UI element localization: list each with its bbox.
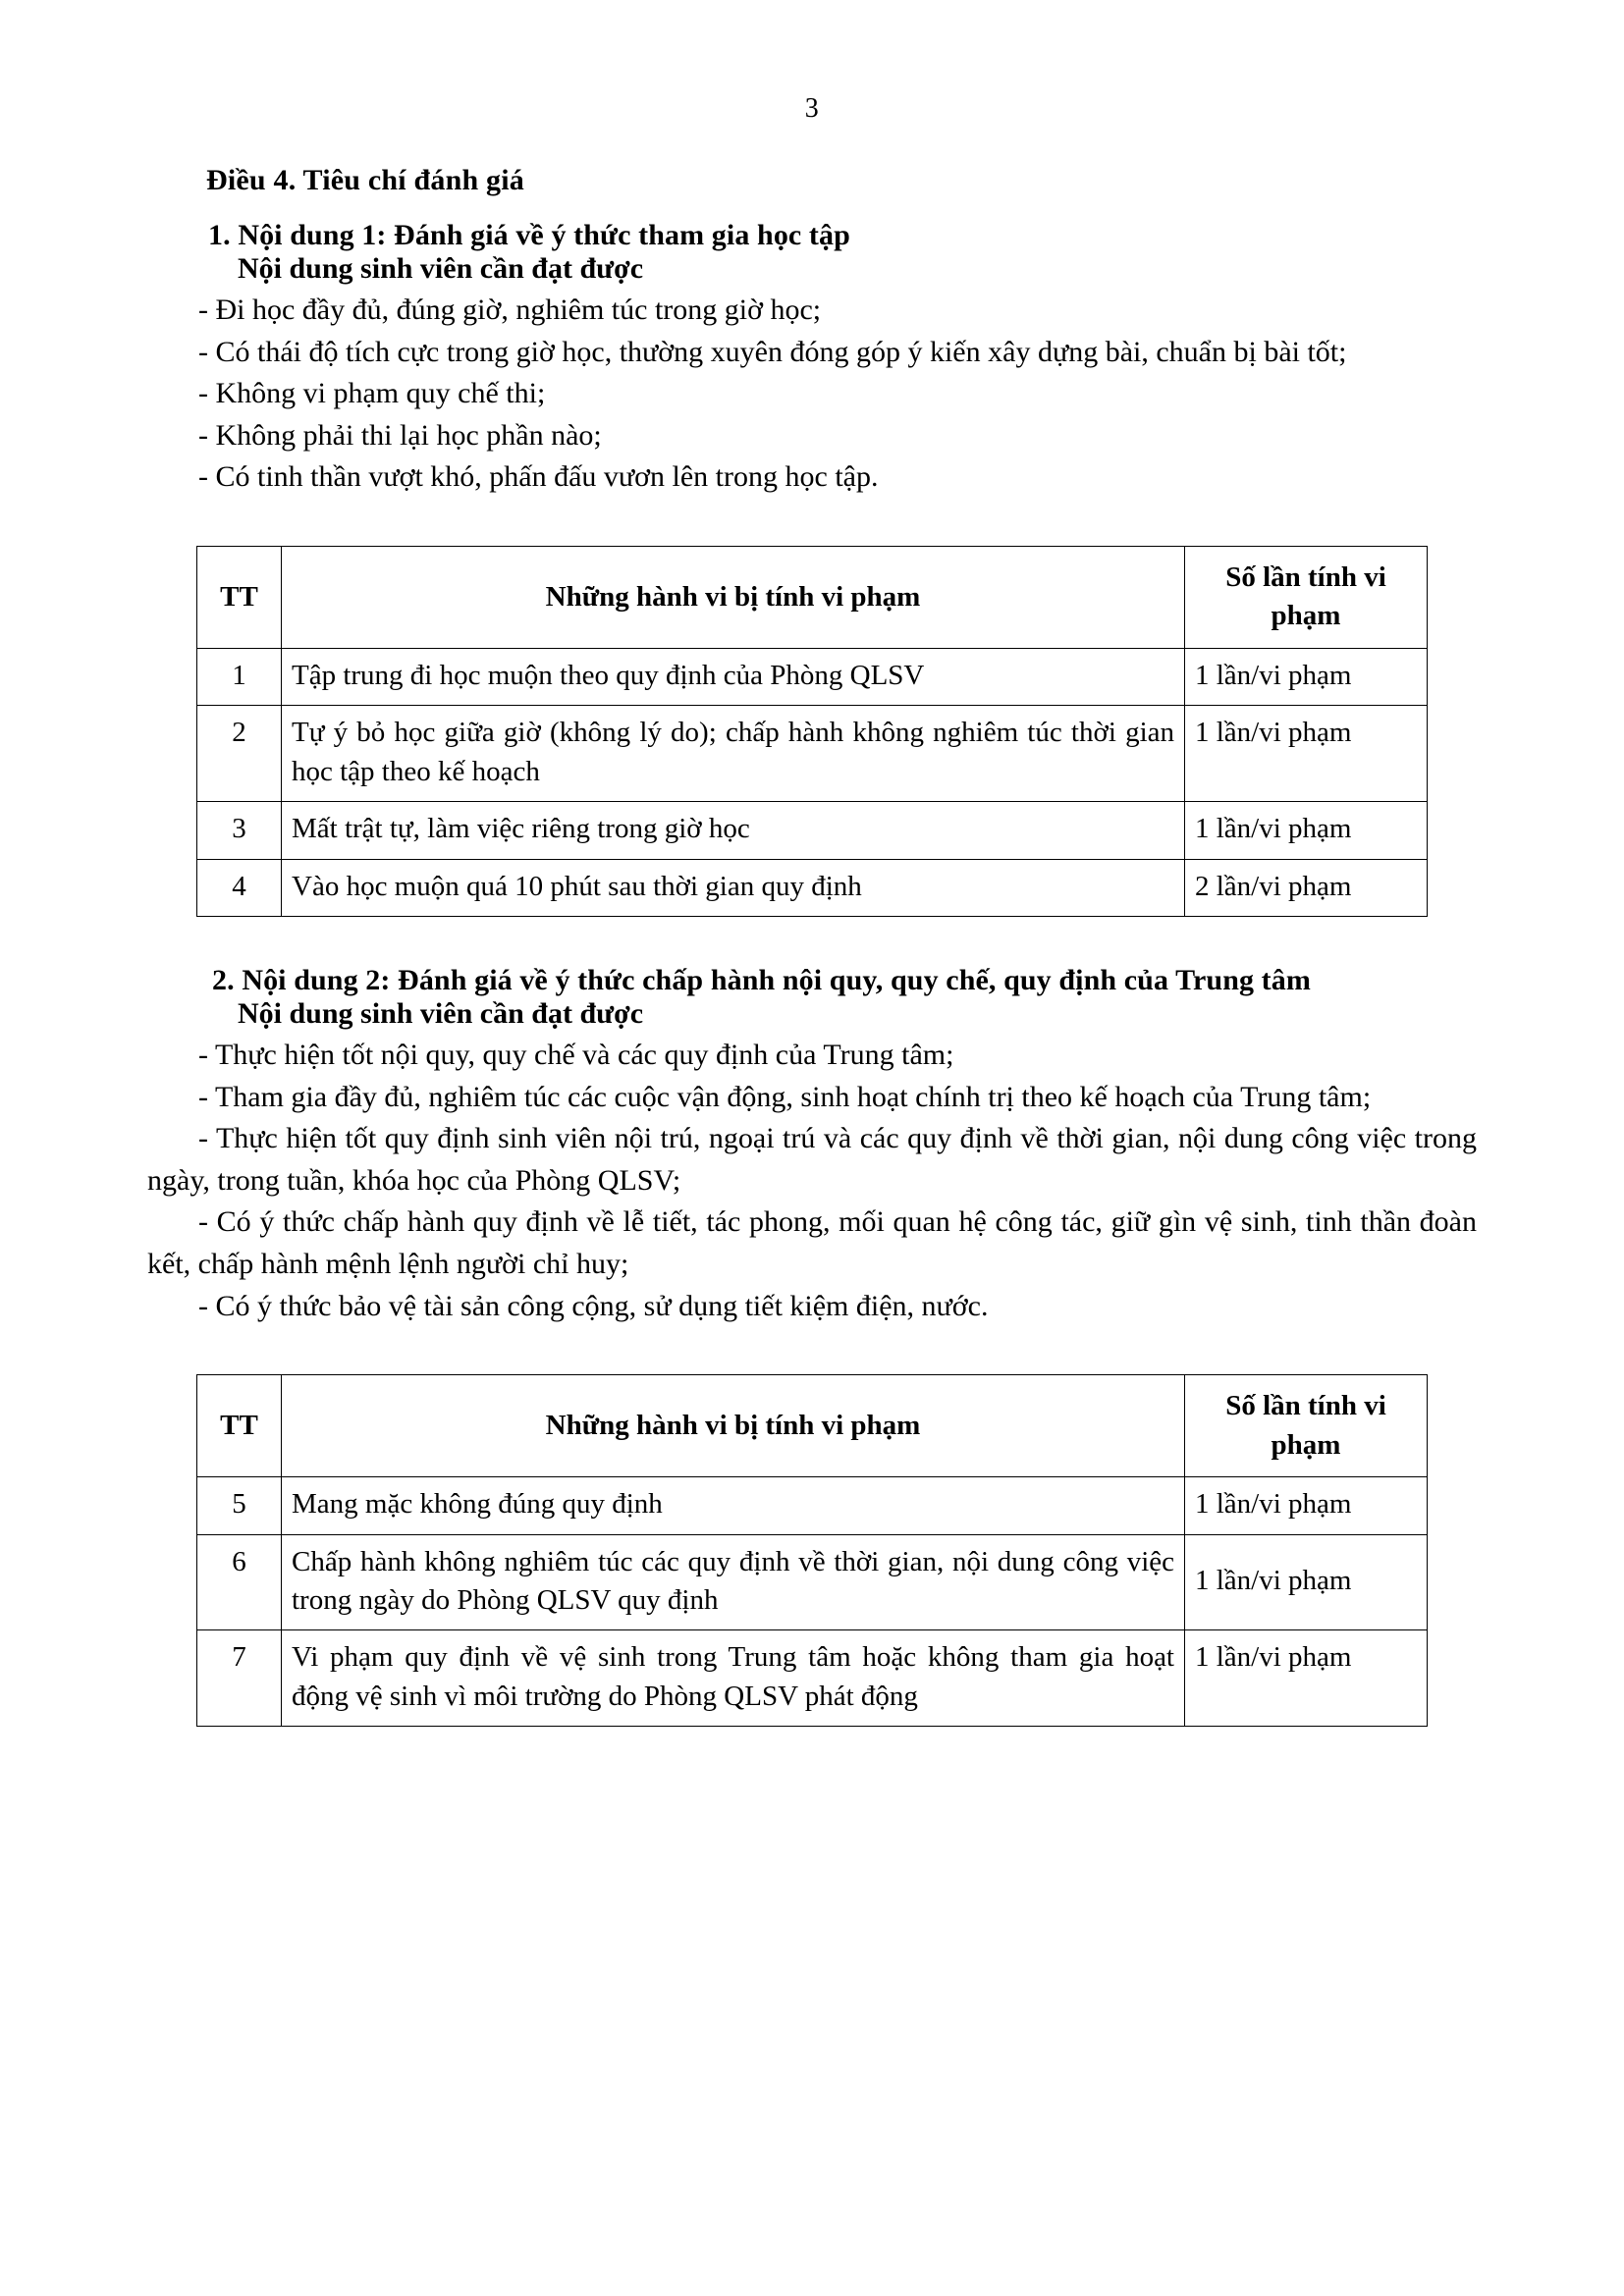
table-1-row-4-count: 2 lần/vi phạm	[1185, 859, 1428, 916]
table-2-header-count: Số lần tính vi phạm	[1185, 1375, 1428, 1477]
section-2-number: 2.	[212, 964, 243, 997]
table-1-row-2-count: 1 lần/vi phạm	[1185, 706, 1428, 802]
table-1-row-4-tt: 4	[197, 859, 282, 916]
section-2-heading	[147, 964, 1477, 997]
table-1-header-action: Những hành vi bị tính vi phạm	[282, 546, 1185, 648]
section-2-title: Nội dung 2: Đánh giá về ý thức chấp hành nội quy, quy chế, quy định của Trung tâm	[242, 964, 1311, 997]
table-row	[197, 1534, 1428, 1630]
table-2-row-1-action: Mang mặc không đúng quy định	[282, 1477, 1185, 1534]
section-1-bullet-3: - Không vi phạm quy chế thi;	[198, 377, 546, 410]
table-2-row-2-tt: 6	[197, 1534, 282, 1630]
section-1-bullet-4: - Không phải thi lại học phần nào;	[198, 418, 602, 452]
table-1-row-3-tt: 3	[197, 802, 282, 859]
page-number: 3	[804, 93, 820, 124]
table-row	[197, 1477, 1428, 1534]
table-2-row-2-count: 1 lần/vi phạm	[1185, 1534, 1428, 1630]
table-2-row-2-action: Chấp hành không nghiêm túc các quy định về thời gian, nội dung công việc trong ngày do Phòng QLSV quy định	[282, 1534, 1185, 1630]
table-2-row-1-count: 1 lần/vi phạm	[1185, 1477, 1428, 1534]
table-2-header-tt: TT	[197, 1375, 282, 1477]
table-row	[197, 859, 1428, 916]
table-1-row-1-count: 1 lần/vi phạm	[1185, 648, 1428, 705]
section-1-heading	[147, 219, 1477, 252]
table-2-row-3-action: Vi phạm quy định về vệ sinh trong Trung tâm hoặc không tham gia hoạt động vệ sinh vì môi trường do Phòng QLSV phát động	[282, 1630, 1185, 1727]
violations-table-1	[196, 546, 1428, 917]
section-1-number: 1.	[208, 219, 239, 251]
section-2-subheading: Nội dung sinh viên cần đạt được	[238, 997, 644, 1031]
section-2-bullet-1: - Thực hiện tốt nội quy, quy chế và các quy định của Trung tâm;	[198, 1039, 954, 1072]
table-1-row-2-action: Tự ý bỏ học giữa giờ (không lý do); chấp hành không nghiêm túc thời gian học tập theo kế hoạch	[282, 706, 1185, 802]
table-1-row-3-action: Mất trật tự, làm việc riêng trong giờ học	[282, 802, 1185, 859]
table-row	[197, 1630, 1428, 1727]
section-1-bullet-1: - Đi học đầy đủ, đúng giờ, nghiêm túc trong giờ học;	[198, 294, 822, 326]
table-2-row-3-count: 1 lần/vi phạm	[1185, 1630, 1428, 1727]
section-1-subheading: Nội dung sinh viên cần đạt được	[238, 252, 644, 285]
table-1-header-tt: TT	[197, 546, 282, 648]
section-1-title: Nội dung 1: Đánh giá về ý thức tham gia học tập	[238, 219, 850, 251]
section-2-bullet-2: - Tham gia đầy đủ, nghiêm túc các cuộc vận động, sinh hoạt chính trị theo kế hoạch của Trung tâm;	[198, 1080, 1372, 1113]
table-1-row-2-tt: 2	[197, 706, 282, 802]
violations-table-2-wrapper	[147, 1374, 1477, 1727]
section-1-bullet-2: - Có thái độ tích cực trong giờ học, thường xuyên đóng góp ý kiến xây dựng bài, chuẩn bị bài tốt;	[198, 335, 1347, 368]
section-2-bullet-5: - Có ý thức bảo vệ tài sản công cộng, sử dụng tiết kiệm điện, nước.	[198, 1289, 989, 1322]
table-header-row	[197, 546, 1428, 648]
section-1-bullet-5: - Có tinh thần vượt khó, phấn đấu vươn lên trong học tập.	[198, 460, 879, 494]
table-1-row-1-action: Tập trung đi học muộn theo quy định của Phòng QLSV	[282, 648, 1185, 705]
table-1-header-count: Số lần tính vi phạm	[1185, 546, 1428, 648]
table-row	[197, 648, 1428, 705]
table-header-row	[197, 1375, 1428, 1477]
table-1-row-1-tt: 1	[197, 648, 282, 705]
article-title: Điều 4. Tiêu chí đánh giá	[206, 164, 524, 196]
violations-table-2	[196, 1374, 1428, 1727]
table-row	[197, 802, 1428, 859]
table-1-row-4-action: Vào học muộn quá 10 phút sau thời gian quy định	[282, 859, 1185, 916]
table-2-header-action: Những hành vi bị tính vi phạm	[282, 1375, 1185, 1477]
section-2-bullet-3: - Thực hiện tốt quy định sinh viên nội trú, ngoại trú và các quy định về thời gian, nội dung công việc trong ngày, trong tuần, khóa học của Phòng QLSV;	[147, 1122, 1477, 1197]
table-row	[197, 706, 1428, 802]
table-1-row-3-count: 1 lần/vi phạm	[1185, 802, 1428, 859]
table-2-row-3-tt: 7	[197, 1630, 282, 1727]
violations-table-1-wrapper	[147, 546, 1477, 917]
section-2-bullet-4: - Có ý thức chấp hành quy định về lễ tiết, tác phong, mối quan hệ công tác, giữ gìn vệ sinh, tinh thần đoàn kết, chấp hành mệnh lệnh người chỉ huy;	[147, 1205, 1477, 1280]
table-2-row-1-tt: 5	[197, 1477, 282, 1534]
